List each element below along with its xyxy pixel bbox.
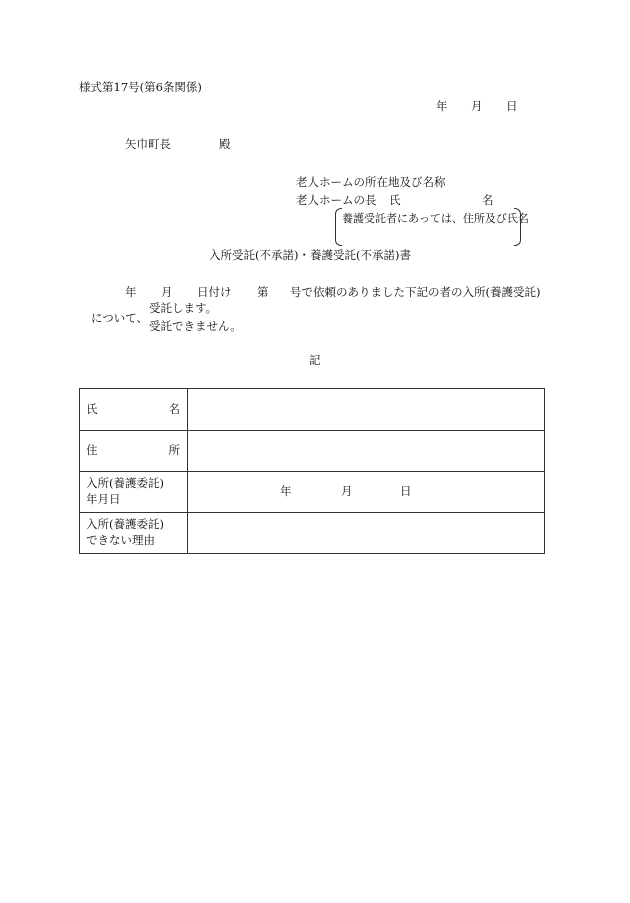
ki-heading: 記 — [309, 353, 321, 367]
reason-label-line-2: できない理由 — [86, 533, 155, 547]
address-label-char-1: 住 — [86, 443, 98, 458]
address-label-char-2: 所 — [168, 443, 180, 458]
table-row-reason — [80, 513, 545, 554]
table-row-name — [80, 389, 545, 431]
addressee-name: 矢巾町長 — [125, 137, 171, 151]
body-tsuite: について、 — [91, 311, 149, 325]
addressee-honorific: 殿 — [219, 137, 231, 151]
reason-value-cell[interactable] — [188, 513, 545, 554]
document-title: 入所受託(不承諾)・養護受託(不承諾)書 — [209, 248, 411, 262]
body-dated: 日付け — [197, 285, 232, 299]
name-label-cell — [80, 389, 188, 431]
sender-family-name-char: 氏 — [389, 193, 401, 207]
date-value-cell[interactable] — [188, 472, 545, 513]
date-label-cell — [80, 472, 188, 513]
table-row-date — [80, 472, 545, 513]
sender-given-name-char: 名 — [482, 193, 494, 207]
body-number-prefix: 第 — [257, 285, 269, 299]
date-label-line-1: 入所(養護委託) — [86, 476, 164, 491]
body-month-unit: 月 — [161, 285, 173, 299]
bracket-note: 養護受託者にあっては、住所及び氏名 — [342, 212, 529, 225]
name-value-cell[interactable] — [188, 389, 545, 431]
bracket-left — [335, 208, 342, 246]
table-day-unit: 日 — [400, 484, 412, 498]
option-accept: 受託します。 — [149, 301, 218, 315]
name-label-char-1: 氏 — [86, 401, 98, 416]
address-value-cell[interactable] — [188, 431, 545, 472]
date-label-line-2: 年月日 — [86, 492, 121, 506]
record-table — [79, 388, 545, 554]
name-label-char-2: 名 — [168, 401, 180, 416]
date-year-unit: 年 — [436, 99, 448, 113]
reason-label-cell — [80, 513, 188, 554]
option-decline: 受託できません。 — [149, 319, 242, 333]
form-number: 様式第17号(第6条関係) — [79, 80, 202, 94]
address-label-cell — [80, 431, 188, 472]
table-row-address — [80, 431, 545, 472]
date-day-unit: 日 — [506, 99, 518, 113]
table-year-unit: 年 — [280, 484, 292, 498]
date-month-unit: 月 — [471, 99, 483, 113]
sender-address-line: 老人ホームの所在地及び名称 — [296, 175, 446, 189]
body-year-unit: 年 — [125, 285, 137, 299]
body-request-text: 号で依頼のありました下記の者の入所(養護受託) — [290, 285, 541, 299]
sender-head-label: 老人ホームの長 — [296, 193, 377, 207]
reason-label-line-1: 入所(養護委託) — [86, 517, 164, 532]
table-month-unit: 月 — [341, 484, 353, 498]
